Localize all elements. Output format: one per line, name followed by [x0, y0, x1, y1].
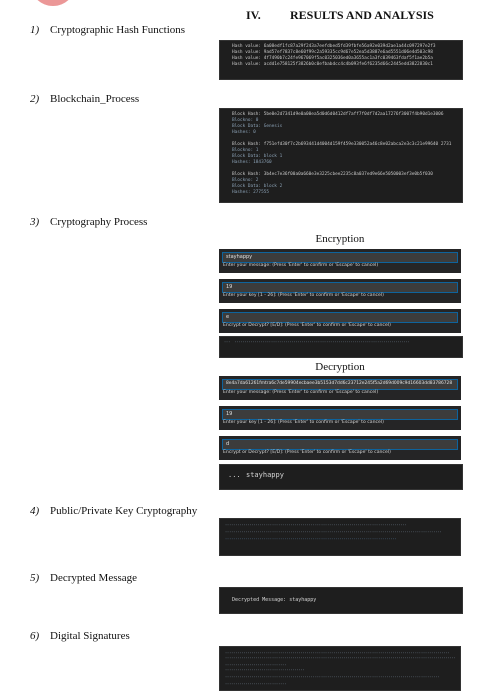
encryption-output-terminal: [219, 336, 463, 358]
decryption-output-terminal: [219, 464, 463, 490]
item-number: 1): [30, 24, 40, 36]
item-title-decrypted: Decrypted Message: [50, 572, 138, 584]
encrypt-mode-prompt: [219, 309, 461, 333]
decorative-logo-arc: [30, 0, 76, 6]
block-line: Blockno: 1: [232, 148, 259, 153]
mode-value: d: [226, 441, 230, 447]
key-hint: Enter your key [1 - 26]: (Press 'Enter' to confirm or 'Escape' to cancel): [223, 293, 384, 298]
decrypt-mode-prompt: [219, 436, 461, 460]
message-hint: Enter your message: (Press 'Enter' to confirm or 'Escape' to cancel): [223, 263, 379, 268]
signature-line: ··············································································································: [225, 651, 450, 655]
decrypted-terminal: [219, 587, 463, 614]
encrypted-output-line: ··· ······················································································: [224, 340, 410, 344]
mode-hint: Encrypt or Decrypt? [E/D]: (Press 'Enter' to confirm or 'Escape' to cancel): [223, 323, 391, 328]
signature-line: ······························: [225, 682, 287, 686]
block-line: Block Data: block 2: [232, 184, 283, 189]
item-title-pubpriv: Public/Private Key Cryptography: [50, 505, 198, 517]
decrypt-key-prompt: [219, 406, 461, 430]
key-output-line: ·························································································: [225, 523, 407, 527]
hash-line: Hash value: 9ad57ef7837c8e60f99c2a59335cc9d67e52ea5d3887e6ad5551d06e4d503c98: [232, 50, 433, 55]
decrypted-message-line: Decrypted Message: stayhappy: [232, 597, 317, 603]
item-title-crypto-process: Cryptography Process: [50, 216, 148, 228]
key-input[interactable]: [222, 409, 458, 420]
encryption-title: Encryption: [315, 233, 365, 245]
signature-line: ·················································································································: [225, 656, 456, 660]
signature-line: ·········································································································: [225, 675, 440, 679]
hash-line: Hash value: 4f7490b7c24fe967069f5ac0325036ed0a3655ac1a3fc039463fdaf5f1ae2b5a: [232, 56, 433, 61]
item-number: 2): [30, 93, 40, 105]
hash-line: Hash value: acdd1e758125f3826b0c0efbabdcc4c4b093fe6f6235d66c2445edd3822830c1: [232, 62, 433, 67]
block-line: Block Hash: 5be0e2d7341d9e0a00ea5d0d6d0412df7aff7f0df7d2aa17276f3007f4b90d1e3006: [232, 112, 444, 117]
blockchain-terminal: [219, 108, 463, 203]
mode-hint: Encrypt or Decrypt? [E/D]: (Press 'Enter' to confirm or 'Escape' to cancel): [223, 450, 391, 455]
block-line: Hashes: 277555: [232, 190, 270, 195]
mode-value: e: [226, 314, 230, 320]
key-value: 19: [226, 411, 233, 417]
block-line: Block Data: Genesis: [232, 124, 283, 129]
signature-terminal: [219, 646, 461, 691]
item-title-signatures: Digital Signatures: [50, 630, 130, 642]
section-number: IV.: [246, 8, 261, 22]
decrypted-result: stayhappy: [246, 471, 284, 479]
encrypt-key-prompt: [219, 279, 461, 303]
message-input[interactable]: [222, 379, 458, 390]
section-title: RESULTS AND ANALYSIS: [290, 8, 434, 22]
signature-line: ······························: [225, 663, 287, 667]
hash-terminal: [219, 40, 463, 80]
item-title-blockchain: Blockchain_Process: [50, 93, 140, 105]
key-value: 19: [226, 284, 233, 290]
message-input[interactable]: [222, 252, 458, 263]
signature-line: ·······································: [225, 668, 305, 672]
item-title-hash: Cryptographic Hash Functions: [50, 24, 186, 36]
message-value: stayhappy: [226, 254, 253, 260]
mode-input[interactable]: [222, 312, 458, 323]
hash-line: Hash value: 6a08edf1fc87a29f243a7eefdbed5fd39fbfe56a92e039d2ae1a44c097297e2f3: [232, 44, 436, 49]
message-value: 8e4a7da61261fmtra6c7de59904ecbaee3b5153d7dd6c23712e245f5a2d69d009c9d16603dd83786728: [226, 381, 453, 386]
block-line: Blockno: 0: [232, 118, 259, 123]
block-line: Blockno: 2: [232, 178, 259, 183]
key-hint: Enter your key [1 - 26]: (Press 'Enter' to confirm or 'Escape' to cancel): [223, 420, 384, 425]
key-output-line: ····················································································: [225, 537, 397, 541]
block-line: Hashes: 0: [232, 130, 256, 135]
block-line: Block Hash: 3b4ec7e36f00a0a660e3e3225cbee2235c8a037ed9e66e5050003ef3e0b5f030: [232, 172, 433, 177]
encrypt-message-prompt: [219, 249, 461, 273]
decrypt-message-prompt: [219, 376, 461, 400]
decryption-title: Decryption: [315, 361, 365, 373]
output-prefix: ...: [228, 471, 241, 479]
message-hint: Enter your message: (Press 'Enter' to confirm or 'Escape' to cancel): [223, 390, 379, 395]
key-output-line: ··········································································································: [225, 530, 442, 534]
block-line: Block Hash: f751efd30f7c2b693441d4004d159f459e330052a46c8e02abca2e3c3c21e99640 2731: [232, 142, 452, 147]
block-line: Hashes: 1843760: [232, 160, 272, 165]
mode-input[interactable]: [222, 439, 458, 450]
item-number: 3): [30, 216, 40, 228]
block-line: Block Data: block 1: [232, 154, 283, 159]
key-input[interactable]: [222, 282, 458, 293]
keys-terminal: [219, 518, 461, 556]
item-number: 4): [30, 505, 40, 517]
item-number: 6): [30, 630, 40, 642]
item-number: 5): [30, 572, 40, 584]
